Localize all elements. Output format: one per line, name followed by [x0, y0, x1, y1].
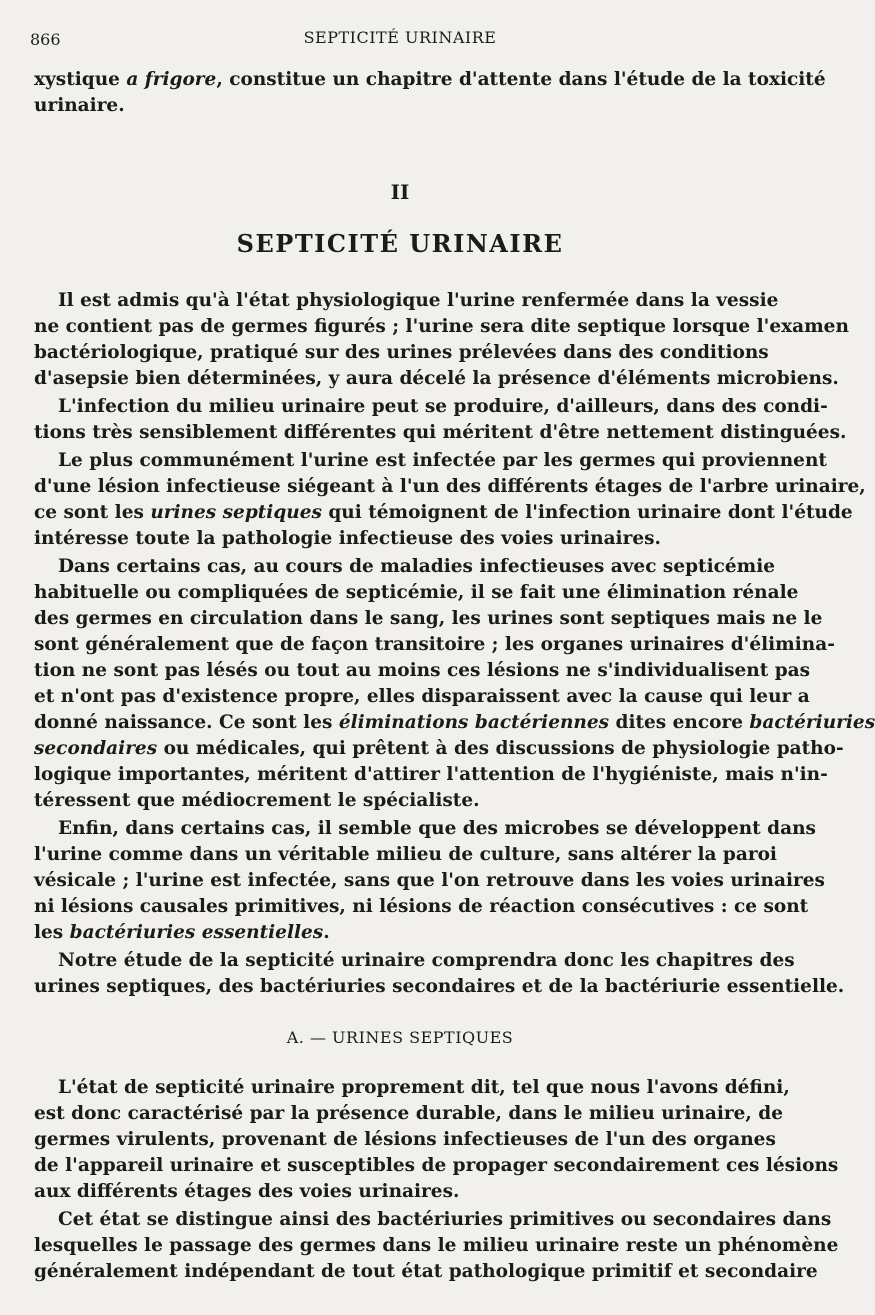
- text-segment: L'état de septicité urinaire proprement dit, tel que nous l'avons défini,: [58, 1077, 790, 1098]
- text-segment: Notre étude de la septicité urinaire comprendra donc les chapitres des: [58, 950, 795, 971]
- text-line: [34, 976, 845, 998]
- italic-text: bactériuries essentielles: [69, 922, 324, 943]
- text-line: [34, 1129, 776, 1151]
- text-line: [34, 1181, 766, 1203]
- text-segment: .: [323, 922, 330, 943]
- text-line: [34, 764, 828, 786]
- text-segment: Dans certains cas, au cours de maladies infectieuses avec septicémie: [58, 556, 776, 577]
- text-segment: urinaire.: [34, 95, 125, 116]
- italic-text: secondaires: [34, 738, 158, 759]
- text-segment: aux différents étages des voies urinaires.: [34, 1181, 460, 1202]
- text-line: [34, 1235, 839, 1257]
- text-segment: ni lésions causales primitives, ni lésions de réaction consécutives : ce sont: [34, 896, 809, 917]
- text-line: [34, 582, 799, 604]
- text-segment: téressent que médiocrement le spécialiste.: [34, 790, 480, 811]
- text-line: [34, 870, 825, 892]
- text-line: [58, 818, 816, 840]
- text-segment: de l'appareil urinaire et susceptibles de propager secondairement ces lésions: [34, 1155, 839, 1176]
- section-title: SEPTICITÉ URINAIRE: [236, 229, 564, 258]
- text-segment: tions très sensiblement différentes qui méritent d'être nettement distinguées.: [34, 422, 847, 443]
- text-line: [34, 790, 766, 812]
- text-line: [58, 290, 779, 312]
- text-line: [34, 422, 847, 444]
- text-segment: L'infection du milieu urinaire peut se produire, d'ailleurs, dans des condi-: [58, 396, 828, 417]
- page-number: 866: [30, 30, 61, 49]
- text-segment: dites encore: [609, 712, 750, 733]
- text-segment: ou médicales, qui prêtent à des discussions de physiologie patho-: [157, 738, 844, 759]
- text-segment: ne contient pas de germes figurés ; l'urine sera dite septique lorsque l'examen: [34, 316, 849, 337]
- text-segment: germes virulents, provenant de lésions infectieuses de l'un des organes: [34, 1129, 776, 1150]
- text-line: [58, 1077, 790, 1099]
- text-line: [34, 1103, 784, 1125]
- text-line: [34, 476, 866, 498]
- text-segment: intéresse toute la pathologie infectieuse des voies urinaires.: [34, 528, 661, 549]
- text-line: [34, 342, 769, 364]
- text-segment: Enfin, dans certains cas, il semble que des microbes se développent dans: [58, 818, 816, 839]
- section-number: II: [390, 180, 410, 204]
- text-line: [34, 1155, 839, 1177]
- text-segment: xystique: [34, 69, 127, 90]
- text-segment: urines septiques, des bactériuries secondaires et de la bactériurie essentielle.: [34, 976, 845, 997]
- text-line: [34, 686, 810, 708]
- text-segment: d'une lésion infectieuse siégeant à l'un des différents étages de l'arbre urinaire,: [34, 476, 866, 497]
- text-line: [34, 368, 839, 390]
- text-line: [34, 896, 809, 918]
- text-segment: lesquelles le passage des germes dans le milieu urinaire reste un phénomène: [34, 1235, 839, 1256]
- text-line: [34, 502, 853, 524]
- text-line: [58, 450, 827, 472]
- text-line: [34, 712, 875, 734]
- text-segment: Le plus communément l'urine est infectée par les germes qui proviennent: [58, 450, 827, 471]
- italic-text: urines septiques: [150, 502, 322, 523]
- text-line: [34, 316, 849, 338]
- text-line: [34, 69, 826, 91]
- text-segment: Il est admis qu'à l'état physiologique l'urine renfermée dans la vessie: [58, 290, 779, 311]
- text-segment: ce sont les: [34, 502, 151, 523]
- text-line: [34, 528, 766, 550]
- text-segment: vésicale ; l'urine est infectée, sans que l'on retrouve dans les voies urinaires: [34, 870, 825, 891]
- italic-text: éliminations bactériennes: [338, 712, 610, 733]
- text-line: [34, 95, 766, 117]
- text-segment: qui témoignent de l'infection urinaire dont l'étude: [321, 502, 853, 523]
- text-segment: généralement indépendant de tout état pathologique primitif et secondaire: [34, 1261, 818, 1282]
- text-segment: bactériologique, pratiqué sur des urines prélevées dans des conditions: [34, 342, 769, 363]
- text-line: [58, 396, 828, 418]
- subsection-title: A. — URINES SEPTIQUES: [286, 1028, 514, 1047]
- text-line: [34, 660, 811, 682]
- text-segment: Cet état se distingue ainsi des bactériuries primitives ou secondaires dans: [58, 1209, 832, 1230]
- text-segment: , constitue un chapitre d'attente dans l'étude de la toxicité: [216, 69, 826, 90]
- text-segment: et n'ont pas d'existence propre, elles disparaissent avec la cause qui leur a: [34, 686, 810, 707]
- text-line: [34, 1261, 818, 1283]
- italic-text: bactériuries: [749, 712, 875, 733]
- running-title: SEPTICITÉ URINAIRE: [303, 28, 497, 47]
- text-segment: d'asepsie bien déterminées, y aura décelé la présence d'éléments microbiens.: [34, 368, 839, 389]
- text-line: [34, 738, 844, 760]
- text-line: [58, 556, 776, 578]
- text-segment: les: [34, 922, 70, 943]
- text-line: [34, 844, 777, 866]
- text-segment: habituelle ou compliquées de septicémie, il se fait une élimination rénale: [34, 582, 799, 603]
- text-segment: sont généralement que de façon transitoire ; les organes urinaires d'élimina-: [34, 634, 835, 655]
- text-segment: donné naissance. Ce sont les: [34, 712, 339, 733]
- text-segment: des germes en circulation dans le sang, les urines sont septiques mais ne le: [34, 608, 823, 629]
- text-line: [34, 922, 766, 944]
- text-segment: tion ne sont pas lésés ou tout au moins ces lésions ne s'individualisent pas: [34, 660, 811, 681]
- text-segment: est donc caractérisé par la présence durable, dans le milieu urinaire, de: [34, 1103, 784, 1124]
- text-segment: l'urine comme dans un véritable milieu de culture, sans altérer la paroi: [34, 844, 777, 865]
- text-line: [34, 634, 835, 656]
- text-line: [34, 608, 823, 630]
- italic-text: a frigore: [126, 69, 217, 90]
- text-segment: logique importantes, méritent d'attirer l'attention de l'hygiéniste, mais n'in-: [34, 764, 828, 785]
- text-line: [58, 1209, 832, 1231]
- text-line: [58, 950, 795, 972]
